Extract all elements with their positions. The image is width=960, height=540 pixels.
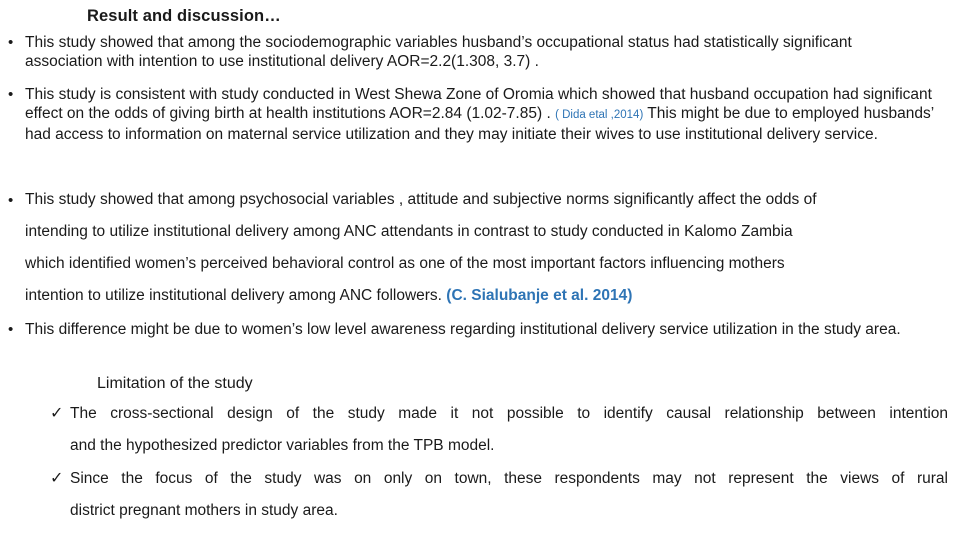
- bullet-2-text-before: This study is consistent with study conducted in West Shewa Zone of Oromia which showed that husband occupation had significant effect on the odds of giving birth at health institutions AOR=2.84 (1.02-7.85) .: [25, 86, 932, 122]
- limitation-item-1-line2: and the hypothesized predictor variables from the TPB model.: [70, 437, 495, 454]
- bullet-2-citation: ( Dida etal ,2014): [555, 109, 644, 121]
- bullet-3-line-last: intention to utilize institutional delivery among ANC followers. (C. Sialubanje et al. 2014): [25, 287, 633, 304]
- bullet-dot-icon: •: [8, 192, 14, 209]
- limitation-item-2-line1: Since the focus of the study was on only on town, these respondents may not represent the views of rural: [70, 470, 948, 487]
- bullet-3-line: intending to utilize institutional delivery among ANC attendants in contrast to study conducted in Kalomo Zambia: [25, 223, 793, 240]
- bullet-3-line: This study showed that among psychosocial variables , attitude and subjective norms significantly affect the odds of: [25, 191, 817, 208]
- bullet-4-text: This difference might be due to women’s low level awareness regarding institutional delivery service utilization in the study area.: [25, 321, 901, 338]
- limitation-item-2-line2: district pregnant mothers in study area.: [70, 502, 338, 519]
- bullet-2-text-after: This might be due to employed husbands’ had access to information on maternal service utilization and they may initiate their wives to use institutional delivery service.: [25, 105, 934, 143]
- bullet-2-text: [25, 85, 950, 144]
- bullet-dot-icon: •: [8, 321, 14, 338]
- limitation-item-1-line1: The cross-sectional design of the study made it not possible to identify causal relationship between intention: [70, 405, 948, 422]
- bullet-1-text: This study showed that among the sociodemographic variables husband’s occupational status had statistically significant association with intention to use institutional delivery AOR=2.2(1.308, 3.7) .: [25, 34, 852, 70]
- check-icon: ✓: [50, 405, 64, 422]
- check-icon: ✓: [50, 470, 64, 487]
- page-title: Result and discussion…: [87, 7, 281, 25]
- bullet-dot-icon: •: [8, 34, 14, 51]
- bullet-3-citation: (C. Sialubanje et al. 2014): [446, 287, 633, 304]
- bullet-dot-icon: •: [8, 86, 14, 103]
- bullet-3-line: which identified women’s perceived behavioral control as one of the most important factors influencing mothers: [25, 255, 785, 272]
- bullet-3-text: [25, 184, 960, 312]
- limitation-heading: Limitation of the study: [97, 375, 253, 392]
